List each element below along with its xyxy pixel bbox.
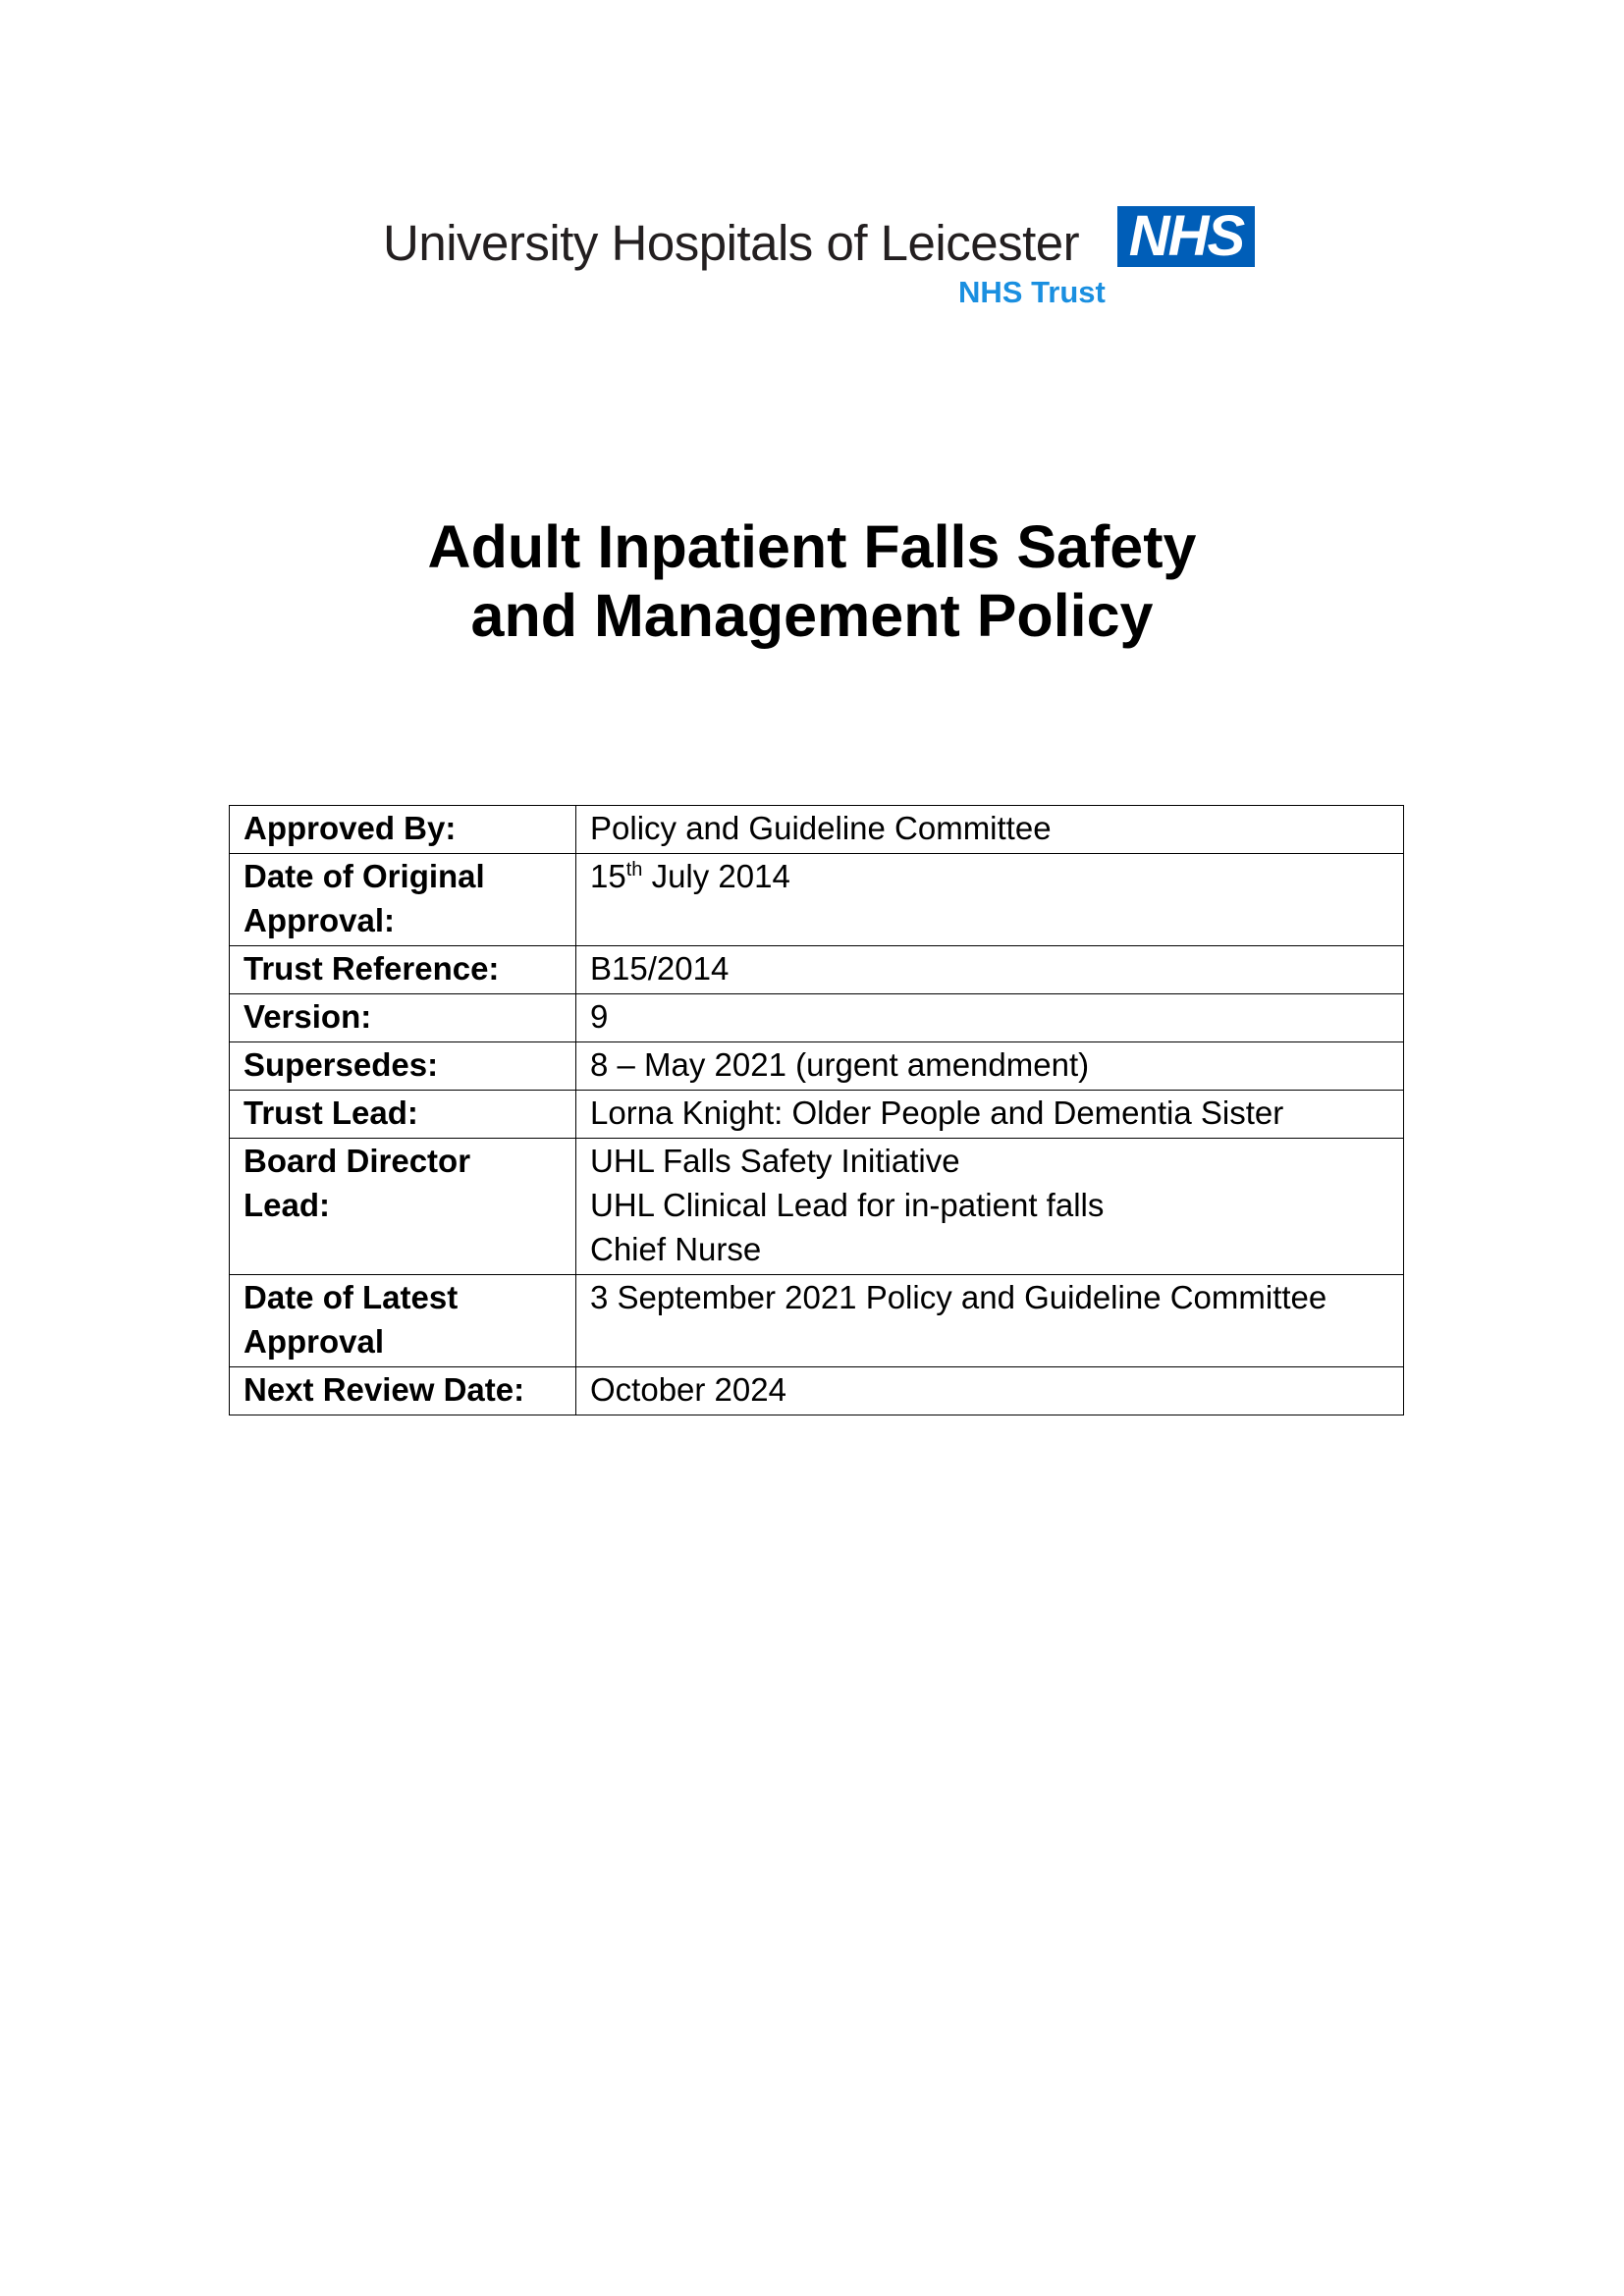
trust-lead-label: Trust Lead: bbox=[230, 1091, 576, 1139]
trust-reference-label: Trust Reference: bbox=[230, 946, 576, 994]
trust-logo bbox=[383, 206, 1257, 314]
table-row-trust-lead bbox=[230, 1091, 1404, 1139]
nhs-logo: NHS bbox=[1117, 206, 1255, 267]
board-director-label bbox=[230, 1139, 576, 1275]
version-label: Version: bbox=[230, 994, 576, 1042]
original-approval-label bbox=[230, 854, 576, 946]
organisation-name: University Hospitals of Leicester bbox=[383, 215, 1080, 271]
board-director-value bbox=[576, 1139, 1404, 1275]
board-director-value-3: Chief Nurse bbox=[590, 1231, 762, 1267]
board-director-value-2: UHL Clinical Lead for in-patient falls bbox=[590, 1187, 1105, 1223]
board-director-label-line-1: Board Director bbox=[244, 1143, 471, 1179]
latest-approval-label bbox=[230, 1275, 576, 1367]
latest-approval-label-line-2: Approval bbox=[244, 1323, 385, 1360]
original-approval-month-year: July 2014 bbox=[642, 858, 790, 894]
table-row-latest-approval bbox=[230, 1275, 1404, 1367]
table-row-supersedes bbox=[230, 1042, 1404, 1091]
title-line-1: Adult Inpatient Falls Safety bbox=[427, 513, 1197, 580]
version-value: 9 bbox=[576, 994, 1404, 1042]
table-row-next-review bbox=[230, 1367, 1404, 1415]
table-row-trust-reference bbox=[230, 946, 1404, 994]
latest-approval-value: 3 September 2021 Policy and Guideline Committee bbox=[576, 1275, 1404, 1367]
nhs-trust-label: NHS Trust bbox=[958, 275, 1106, 309]
original-approval-day: 15 bbox=[590, 858, 626, 894]
original-approval-day-suffix: th bbox=[625, 859, 643, 881]
document-title bbox=[0, 512, 1624, 650]
trust-lead-value: Lorna Knight: Older People and Dementia Sister bbox=[576, 1091, 1404, 1139]
supersedes-label: Supersedes: bbox=[230, 1042, 576, 1091]
latest-approval-label-line-1: Date of Latest bbox=[244, 1279, 459, 1315]
next-review-label: Next Review Date: bbox=[230, 1367, 576, 1415]
board-director-label-line-2: Lead: bbox=[244, 1187, 331, 1223]
supersedes-value: 8 – May 2021 (urgent amendment) bbox=[576, 1042, 1404, 1091]
table-row-original-approval bbox=[230, 854, 1404, 946]
original-approval-value bbox=[576, 854, 1404, 946]
title-line-2: and Management Policy bbox=[470, 582, 1154, 649]
document-metadata-table bbox=[229, 805, 1404, 1415]
original-approval-label-line-1: Date of Original bbox=[244, 858, 485, 894]
approved-by-value: Policy and Guideline Committee bbox=[576, 806, 1404, 854]
approved-by-label: Approved By: bbox=[230, 806, 576, 854]
table-row-board-director bbox=[230, 1139, 1404, 1275]
table-row-version bbox=[230, 994, 1404, 1042]
original-approval-label-line-2: Approval: bbox=[244, 902, 396, 938]
board-director-value-1: UHL Falls Safety Initiative bbox=[590, 1143, 960, 1179]
trust-reference-value: B15/2014 bbox=[576, 946, 1404, 994]
table-row-approved-by bbox=[230, 806, 1404, 854]
next-review-value: October 2024 bbox=[576, 1367, 1404, 1415]
